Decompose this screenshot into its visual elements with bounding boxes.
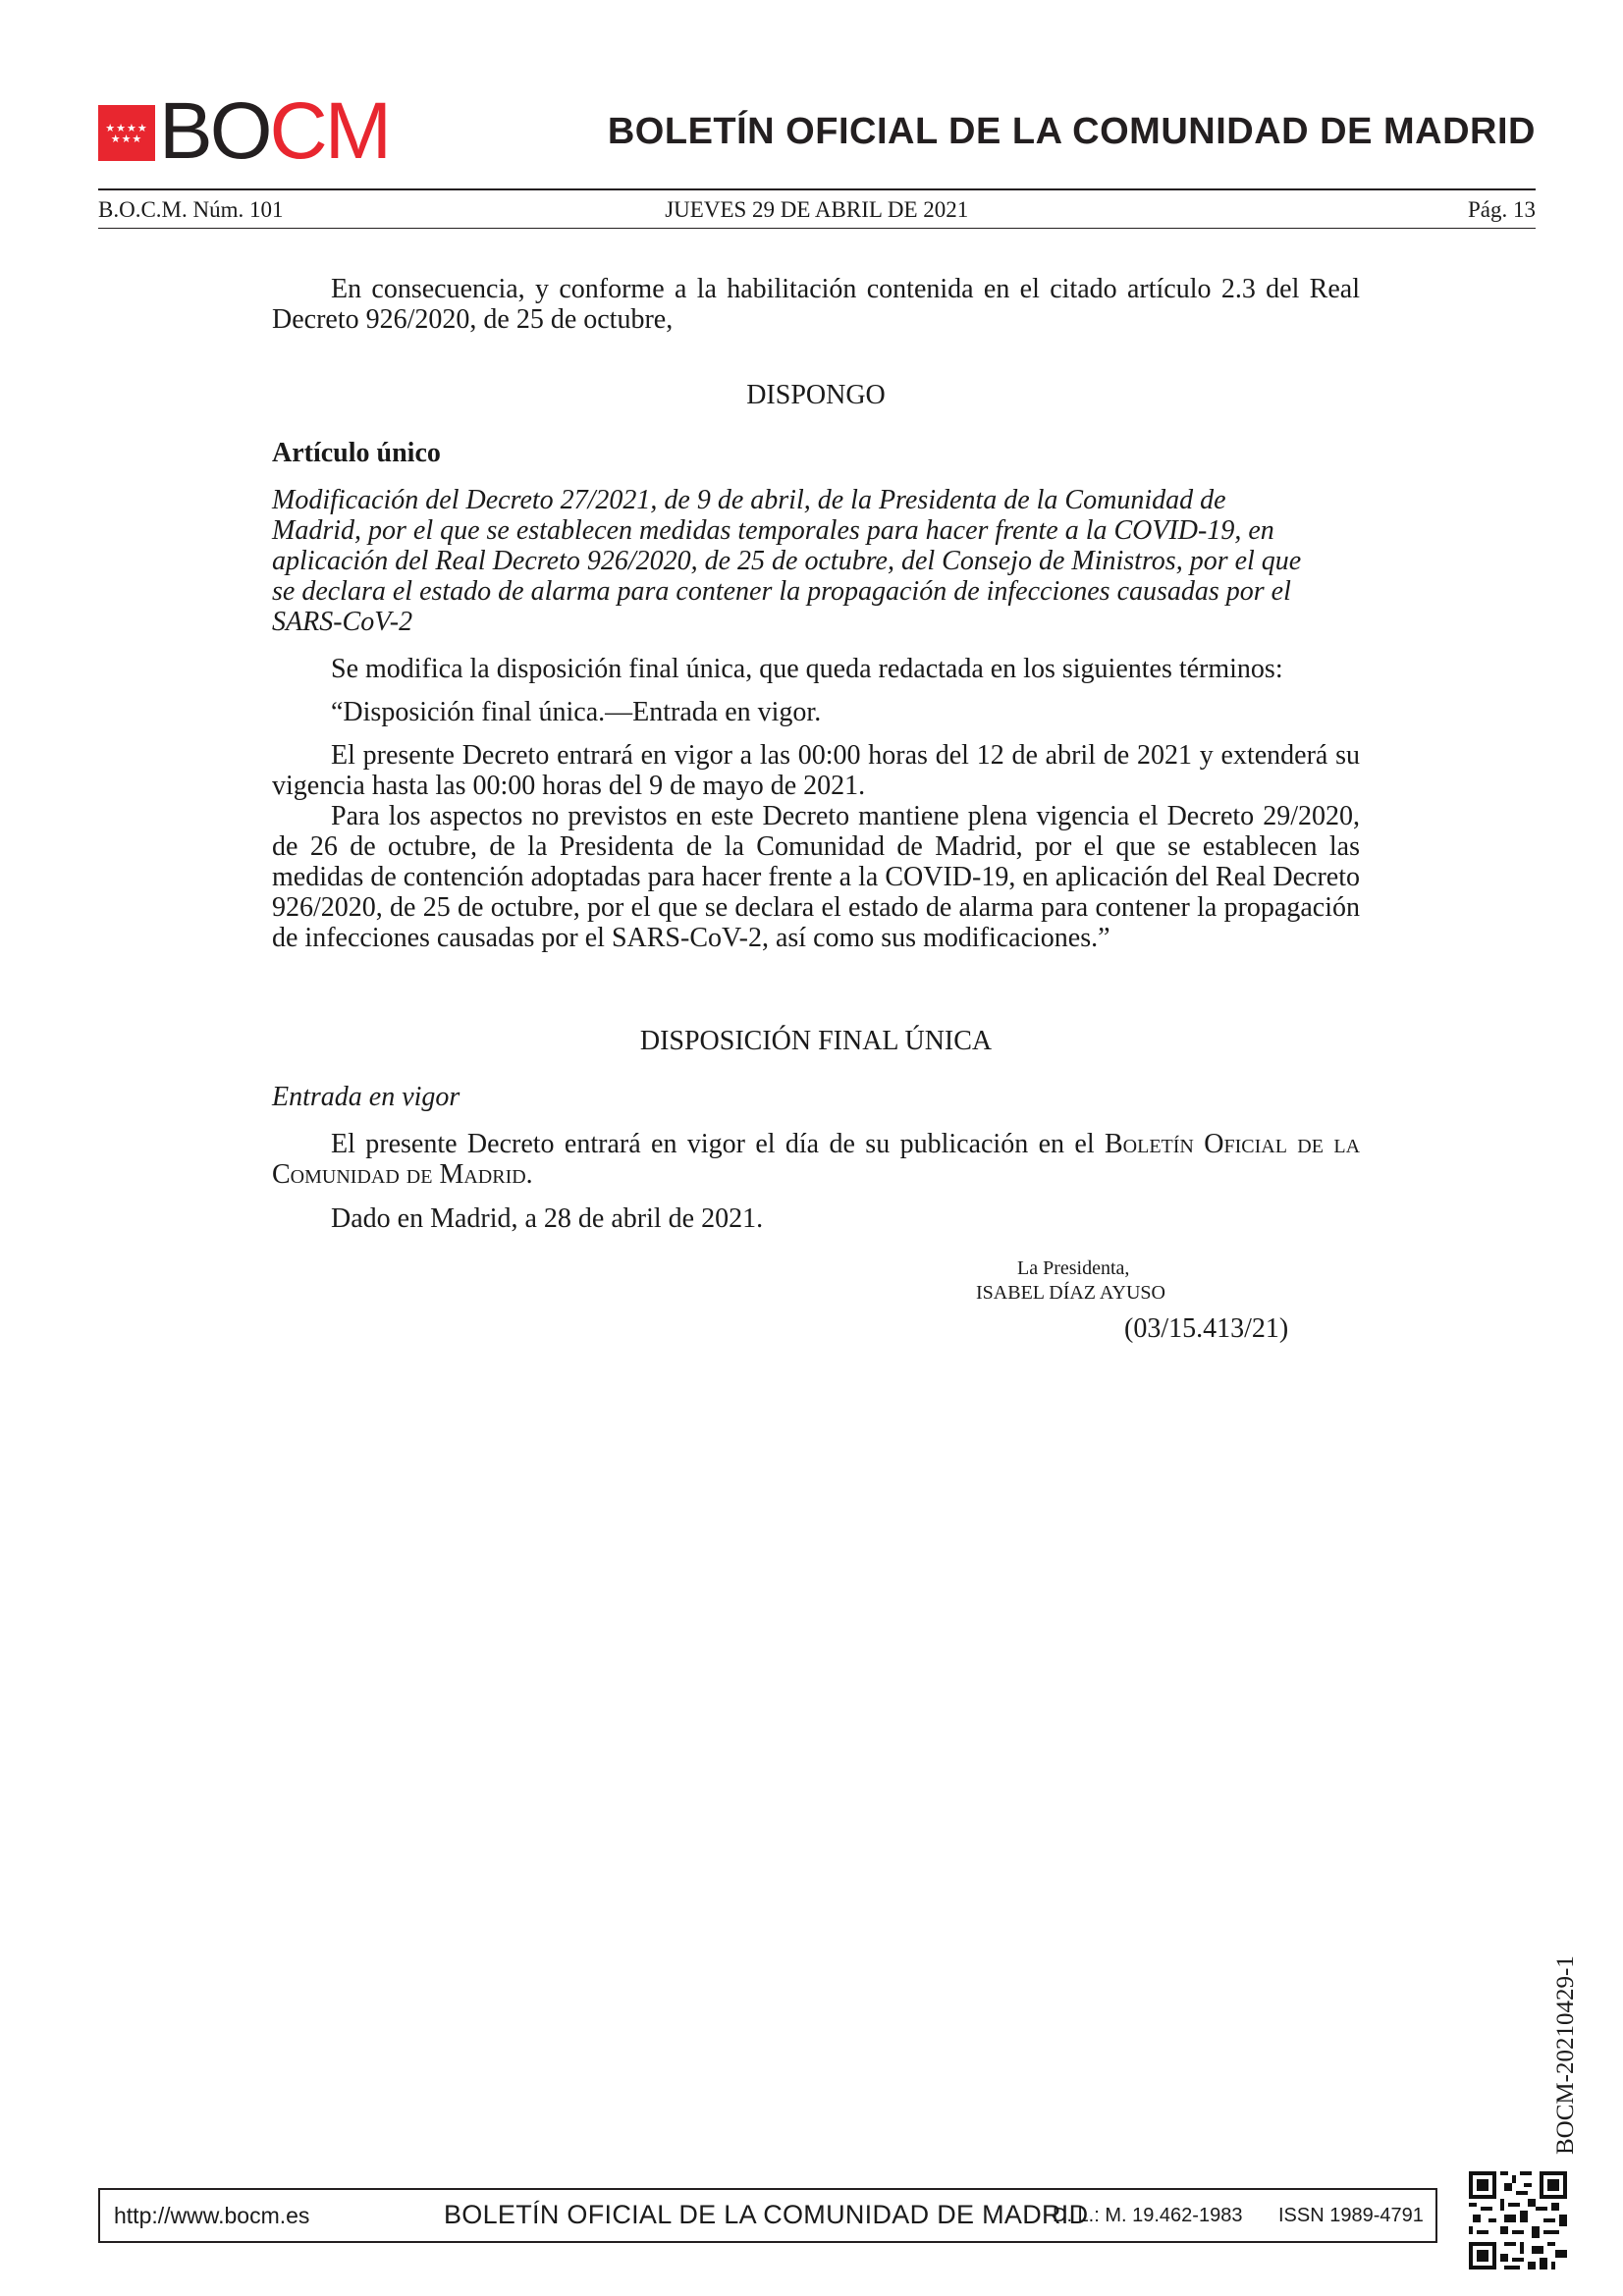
footer-issn: ISSN 1989-4791 (1278, 2205, 1424, 2226)
signature-block (884, 1256, 1375, 1306)
footer-bar (98, 2188, 1437, 2243)
signature-role: La Presidenta, (1017, 1257, 1130, 1279)
issue-number: B.O.C.M. Núm. 101 (98, 197, 284, 222)
intro-paragraph: En consecuencia, y conforme a la habilitación contenida en el citado artículo 2.3 del Real Decreto 926/2020, de 25 de octubre, (272, 274, 1360, 335)
boletin-name: Boletín Oficial de la Comunidad de Madrid (272, 1129, 1361, 1190)
article-heading: Artículo único (272, 438, 441, 468)
body-paragraph-6: Dado en Madrid, a 28 de abril de 2021. (331, 1203, 764, 1234)
signature-name: ISABEL DÍAZ AYUSO (976, 1282, 1165, 1304)
final-disposition-heading: DISPOSICIÓN FINAL ÚNICA (639, 1026, 993, 1056)
final-disposition-subheading: Entrada en vigor (272, 1082, 460, 1112)
footer-legal-deposit: D. L.: M. 19.462-1983 (1053, 2205, 1243, 2226)
header-meta-bar (98, 196, 1536, 226)
masthead-title: BOLETÍN OFICIAL DE LA COMUNIDAD DE MADRID (607, 111, 1536, 152)
body-paragraph-5: El presente Decreto entrará en vigor el día de su publicación en el Boletín Oficial de la Comunidad de Madrid. (272, 1129, 1361, 1190)
body-paragraph-1: Se modifica la disposición final única, que queda redactada en los siguientes términos: (331, 654, 1283, 684)
madrid-flag-icon: ★★★★ ★★★ (98, 105, 155, 161)
page-number: Pág. 13 (1467, 197, 1536, 222)
document-reference: (03/15.413/21) (1124, 1313, 1289, 1344)
footer-title: BOLETÍN OFICIAL DE LA COMUNIDAD DE MADRID (444, 2200, 1089, 2229)
issue-date: JUEVES 29 DE ABRIL DE 2021 (665, 197, 969, 222)
side-document-code: BOCM-20210429-1 (1552, 1955, 1579, 2155)
header-divider-thin (98, 228, 1536, 229)
header-divider (98, 188, 1536, 190)
body-paragraph-4: Para los aspectos no previstos en este Decreto mantiene plena vigencia el Decreto 29/2020, de 26 de octubre, de la Presidenta de la Comunidad de Madrid, por el que se establecen las medidas de contención adoptadas para hacer frente a la COVID-19, en aplicación del Real Decreto 926/2020, de 25 de octubre, por el que se declara el estado de alarma para contener la propagación de infecciones causadas por el SARS-CoV-2, así como sus modificaciones.” (272, 801, 1360, 953)
dispongo-heading: DISPONGO (746, 380, 886, 410)
logo-wordmark: BOCM (159, 86, 390, 176)
footer-url-link[interactable]: http://www.bocm.es (114, 2203, 310, 2228)
body-paragraph-2: “Disposición final única.—Entrada en vigor. (331, 697, 822, 727)
article-title: Modificación del Decreto 27/2021, de 9 de abril, de la Presidenta de la Comunidad de Madrid, por el que se establecen medidas temporales para hacer frente a la COVID-19, en aplicación del Real Decreto 926/2020, de 25 de octubre, del Consejo de Ministros, por el que se declara el estado de alarma para contener la propagación de infecciones causadas por el SARS-CoV-2 (272, 485, 1302, 637)
body-paragraph-3: El presente Decreto entrará en vigor a las 00:00 horas del 12 de abril de 2021 y extenderá su vigencia hasta las 00:00 horas del 9 de mayo de 2021. (272, 740, 1360, 801)
bocm-logo (98, 86, 393, 176)
qr-code-icon (1469, 2171, 1567, 2269)
